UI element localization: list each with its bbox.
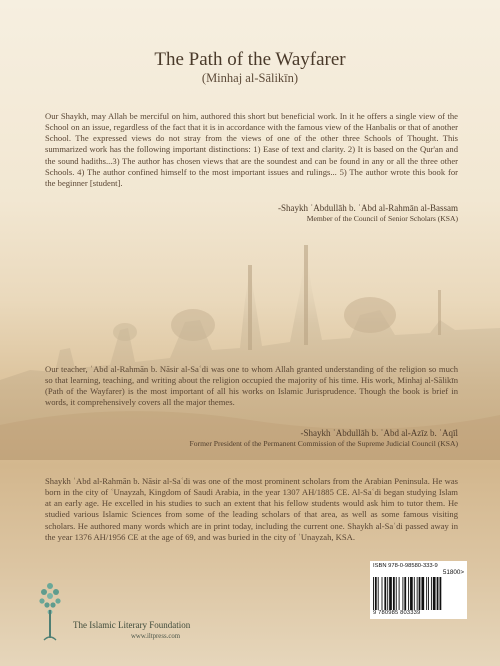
barcode-bar (396, 577, 397, 610)
barcode-bar (378, 577, 379, 610)
barcode-bar (402, 577, 403, 610)
barcode-bar (433, 577, 436, 610)
endorser-role: Member of the Council of Senior Scholars (KSA) (306, 213, 458, 223)
barcode-bar (387, 577, 388, 610)
barcode-bar (417, 577, 418, 610)
barcode-bar (382, 577, 383, 610)
author-biography: Shaykh ʿAbd al-Rahmān b. Nāsir al-Saʿdi was one of the most prominent scholars from the Arabian Peninsula. He was born in the city of ʿUnayzah, Kingdom of Saudi Arabia, in the year 1307 AH/1885 CE. Al-Saʿdi began studying Islam at an early age. He excelled in his studies to such an extent that his fellow students would ask him to tutor them. He studied various Islamic Sciences from some of the leading scholars of that area, as well as some famous visiting scholars. He authored many words which are in print today, including the current one. Shaykh al-Saʿdi passed away in the year 1376 AH/1956 CE at the age of 69, and was buried in the city of ʿUnayzah, KSA. (45, 475, 458, 543)
barcode-bar (428, 577, 429, 610)
barcode-bar (389, 577, 392, 610)
endorser-name: -Shaykh ʿAbdullāh b. ʿAbd al-Rahmān al-Bassam (278, 203, 458, 213)
barcode-bar (426, 577, 427, 610)
endorsement-paragraph-1: Our Shaykh, may Allah be merciful on him, authored this short but beneficial work. In it he offers a single view of the School on an issue, regardless of the fact that it is in accordance with the famous view of the Hanbalis or that of another School. The expressed views do not stray from the views of one of the other three Schools of Thought. This summarized work has the following important distinctions: 1) Ease of text and clarity. 2) It is based on the Qur'an and the sound hadiths...3) The author has chosen views that are the soundest and can be found in any or all the three other Schools. 4) The author confined himself to the most important issues and rulings... 5) The author wrote this book for the beginner [student]. (45, 110, 458, 189)
endorser-role: Former President of the Permanent Commission of the Supreme Judicial Council (KSA) (189, 438, 458, 448)
endorser-name: -Shaykh ʿAbdullāh b. ʿAbd al-Azīz b. ʿAqīl (300, 428, 458, 438)
barcode-bar (404, 577, 406, 610)
barcode-bars (373, 577, 464, 610)
endorsement-attribution-2 (190, 428, 458, 449)
barcode-bar (375, 577, 377, 610)
barcode-bar (408, 577, 409, 610)
barcode-bar (393, 577, 395, 610)
barcode-bar (437, 577, 439, 610)
cityscape-illustration (0, 230, 500, 460)
barcode-bar (410, 577, 413, 610)
publisher-url: www.iltpress.com (131, 633, 181, 640)
book-title: The Path of the Wayfarer (154, 49, 346, 70)
isbn-digits: 9 780985 803339 (373, 610, 421, 616)
tree-logo-icon (38, 580, 62, 642)
book-subtitle: (Minhaj al-Sālikīn) (201, 71, 299, 85)
endorsement-attribution-1 (278, 203, 458, 224)
publisher-name: The Islamic Literary Foundation (73, 620, 191, 630)
isbn-barcode (370, 561, 467, 619)
endorsement-paragraph-2: Our teacher, ʿAbd al-Rahmān b. Nāsir al-Saʿdi was one to whom Allah granted understanding of the religion so much so that learning, teaching, and writing about the religion occupied the majority of his time. His work, Minhaj al-Sālikīn (Path of the Wayfarer) is the most important of all his works on Islamic Jurisprudence. Though the book is brief in words, it comprehensively covers all the major themes. (45, 363, 458, 408)
barcode-bar (440, 577, 442, 610)
price-code: 51800> (442, 569, 464, 576)
barcode-bar (399, 577, 400, 610)
isbn-label: ISBN 978-0-98580-333-9 (373, 563, 438, 569)
barcode-bar (419, 577, 421, 610)
barcode-bar (373, 577, 374, 610)
barcode-bar (421, 577, 424, 610)
barcode-bar (431, 577, 432, 610)
barcode-bar (414, 577, 415, 610)
barcode-bar (384, 577, 386, 610)
